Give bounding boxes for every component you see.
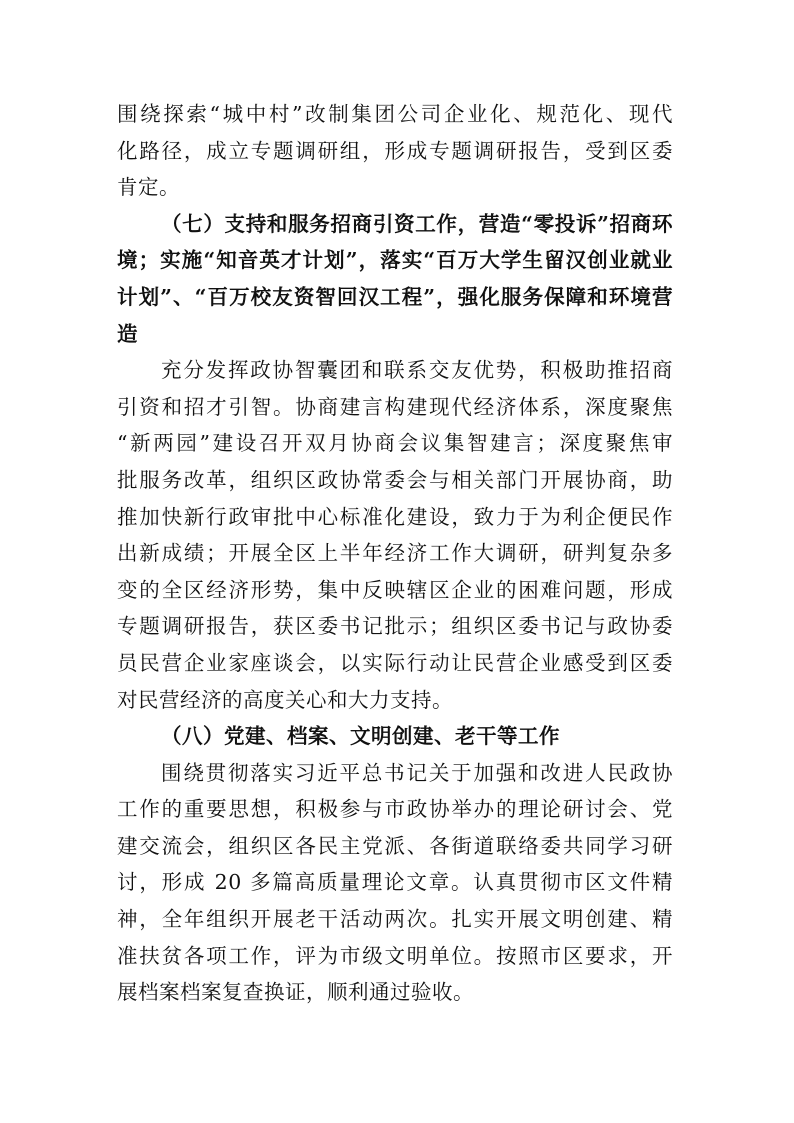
heading-line: （七）支持和服务招商引资工作，营造“零投诉”招商环 [161, 211, 673, 236]
paragraph-party-building [117, 755, 673, 1011]
text-line: 肯定。 [117, 175, 180, 200]
text-line: 引资和招才引智。协商建言构建现代经济体系，深度聚焦 [117, 394, 673, 419]
text-line: 准扶贫各项工作，评为市级文明单位。按照市区要求，开 [117, 943, 673, 968]
text-line: 神，全年组织开展老干活动两次。扎实开展文明创建、精 [117, 907, 673, 932]
text-line: 讨，形成 20 多篇高质量理论文章。认真贯彻市区文件精 [117, 870, 673, 895]
text-line: 出新成绩；开展全区上半年经济工作大调研，研判复杂多 [117, 541, 673, 566]
text-line: 充分发挥政协智囊团和联系交友优势，积极助推招商 [161, 358, 673, 383]
heading-line: 造 [117, 321, 138, 346]
document-page [117, 96, 673, 1011]
text-line: 对民营经济的高度关心和大力支持。 [117, 687, 453, 712]
text-line: 化路径，成立专题调研组，形成专题调研报告，受到区委 [117, 138, 673, 163]
heading-line: 计划”、“百万校友资智回汉工程”，强化服务保障和环境营 [117, 284, 673, 309]
section-heading-8 [117, 718, 673, 755]
text-line: 建交流会，组织区各民主党派、各街道联络委共同学习研 [117, 833, 673, 858]
text-line: 批服务改革，组织区政协常委会与相关部门开展协商，助 [117, 467, 673, 492]
text-line: “新两园”建设召开双月协商会议集智建言；深度聚焦审 [117, 431, 673, 456]
text-line: 围绕贯彻落实习近平总书记关于加强和改进人民政协 [161, 760, 673, 785]
heading-line: 境；实施“知音英才计划”，落实“百万大学生留汉创业就业 [117, 248, 673, 273]
text-line: 展档案档案复查换证，顺利通过验收。 [117, 980, 474, 1005]
text-line: 变的全区经济形势，集中反映辖区企业的困难问题，形成 [117, 577, 673, 602]
text-line: 员民营企业家座谈会，以实际行动让民营企业感受到区委 [117, 650, 673, 675]
heading-line: （八）党建、档案、文明创建、老干等工作 [161, 724, 560, 749]
text-line: 专题调研报告，获区委书记批示；组织区委书记与政协委 [117, 614, 673, 639]
text-line: 推加快新行政审批中心标准化建设，致力于为利企便民作 [117, 504, 673, 529]
section-heading-7 [117, 206, 673, 352]
text-line: 围绕探索“城中村”改制集团公司企业化、规范化、现代 [117, 102, 673, 126]
text-line: 工作的重要思想，积极参与市政协举办的理论研讨会、党 [117, 797, 673, 822]
paragraph-urban-village-research [117, 96, 673, 206]
paragraph-investment-support [117, 352, 673, 718]
